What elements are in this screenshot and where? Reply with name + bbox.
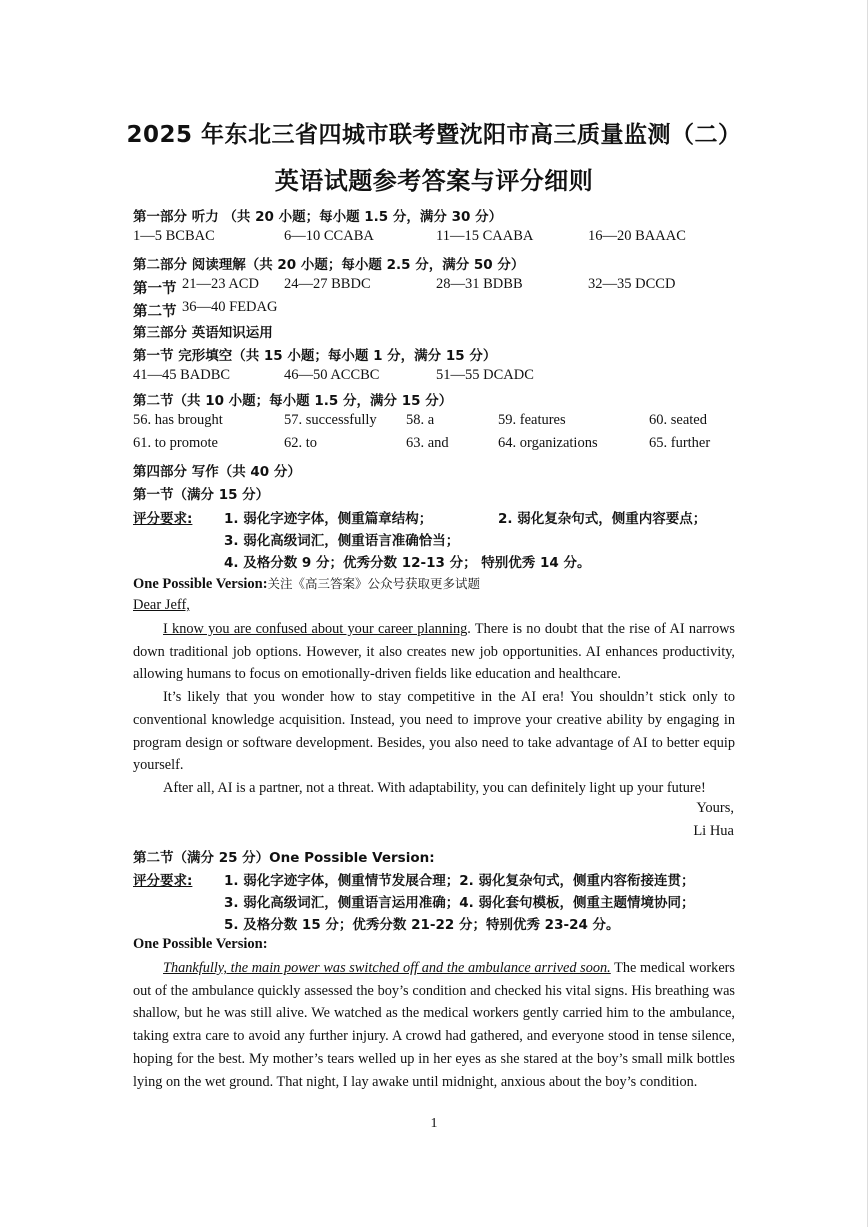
- answer-group: 36—40 FEDAG: [182, 299, 278, 315]
- part2-section1-label: 第一节: [133, 281, 177, 297]
- part4-section2-heading: 第二节（满分 25 分）One Possible Version:: [133, 850, 435, 866]
- letter-signature: Li Hua: [693, 823, 734, 839]
- story-text: The medical workers out of the ambulance quickly assessed the boy’s condition and checked his vital signs. His breathing was shallow, but he was still alive. We watched as the medical workers gently carried him to the ambulance, taking extra care to avoid any further injury. A crowd had gathered, and everyone stood in tense silence, hoping for the best. My mother’s tears welled up in her eyes as she stared at the boy’s small milk bottles lying on the wet ground. That night, I lay awake until midnight, anxious about the boy’s condition.: [133, 960, 735, 1090]
- letter-paragraph: [133, 618, 735, 686]
- answer-item: 58. a: [406, 412, 435, 428]
- scoring-requirement: 1. 弱化字迹字体，侧重篇章结构；: [224, 511, 433, 527]
- part4-heading: 第四部分 写作（共 40 分）: [133, 464, 301, 480]
- answer-group: 41—45 BADBC: [133, 367, 231, 383]
- answer-item: 61. to promote: [133, 435, 218, 451]
- underlined-sentence: Thankfully, the main power was switched off and the ambulance arrived soon.: [163, 960, 611, 976]
- answer-group: 21—23 ACD: [182, 276, 259, 292]
- letter-salutation: Dear Jeff,: [133, 597, 190, 613]
- answer-group: 32—35 DCCD: [588, 276, 676, 292]
- letter-closing: Yours,: [696, 800, 734, 816]
- version-label: One Possible Version:: [133, 576, 268, 592]
- version-line: [133, 574, 480, 593]
- part2-heading: 第二部分 阅读理解（共 20 小题；每小题 2.5 分，满分 50 分）: [133, 257, 525, 273]
- scoring-requirement: 5. 及格分数 15 分；优秀分数 21-22 分；特别优秀 23-24 分。: [224, 917, 620, 933]
- part3-section1-heading: 第一节 完形填空（共 15 小题；每小题 1 分，满分 15 分）: [133, 348, 497, 364]
- scoring-requirement: 3. 弱化高级词汇，侧重语言运用准确；4. 弱化套句模板，侧重主题情境协同；: [224, 895, 695, 911]
- answer-group: 51—55 DCADC: [436, 367, 534, 383]
- scoring-requirement: 4. 及格分数 9 分；优秀分数 12-13 分； 特别优秀 14 分。: [224, 555, 591, 571]
- answer-item: 57. successfully: [284, 412, 377, 428]
- answer-group: 11—15 CAABA: [436, 228, 534, 244]
- answer-group: 28—31 BDBB: [436, 276, 523, 292]
- answer-group: 24—27 BBDC: [284, 276, 371, 292]
- part4-section1-heading: 第一节（满分 15 分）: [133, 487, 270, 503]
- document-title: 2025 年东北三省四城市联考暨沈阳市高三质量监测（二）: [126, 122, 742, 148]
- part3-heading: 第三部分 英语知识运用: [133, 325, 273, 341]
- part3-section2-heading: 第二节（共 10 小题；每小题 1.5 分，满分 15 分）: [133, 393, 453, 409]
- answer-group: 1—5 BCBAC: [133, 228, 215, 244]
- answer-item: 59. features: [498, 412, 566, 428]
- story-paragraph: [133, 957, 735, 1093]
- letter-paragraph: It’s likely that you wonder how to stay competitive in the AI era! You shouldn’t stick only to conventional knowledge acquisition. Instead, you need to improve your creative ability by engaging in program design or software development. Besides, you also need to take advantage of AI to better equip yourself.: [133, 689, 735, 774]
- answer-group: 46—50 ACCBC: [284, 367, 380, 383]
- version2-label: One Possible Version:: [133, 936, 268, 952]
- story-body: [133, 957, 735, 1093]
- answer-group: 16—20 BAAAC: [588, 228, 686, 244]
- page-number: 1: [430, 1116, 438, 1131]
- scoring-requirement: 3. 弱化高级词汇，侧重语言准确恰当；: [224, 533, 460, 549]
- letter-paragraph: After all, AI is a partner, not a threat. With adaptability, you can definitely light up your future!: [163, 779, 706, 796]
- scoring-requirement: 2. 弱化复杂句式，侧重内容要点；: [498, 511, 707, 527]
- answer-item: 64. organizations: [498, 435, 598, 451]
- answer-item: 62. to: [284, 435, 318, 451]
- scoring-requirements-label: 评分要求:: [133, 511, 193, 527]
- answer-item: 60. seated: [649, 412, 707, 428]
- part2-section2-label: 第二节: [133, 304, 177, 320]
- underlined-sentence: I know you are confused about your career planning: [163, 621, 468, 637]
- part1-heading: 第一部分 听力 （共 20 小题；每小题 1.5 分，满分 30 分）: [133, 209, 503, 225]
- document-subtitle: 英语试题参考答案与评分细则: [274, 167, 594, 195]
- letter-text: . There is no doubt that the rise of AI narrows down traditional job options. However, it also creates new job opportunities. AI enhances productivity, allowing humans to focus on emotionally-driven fields like education and healthcare.: [133, 621, 735, 683]
- scoring-requirement: 1. 弱化字迹字体，侧重情节发展合理；2. 弱化复杂句式，侧重内容衔接连贯；: [224, 873, 695, 889]
- answer-group: 6—10 CCABA: [284, 228, 374, 244]
- letter-body: [133, 618, 735, 800]
- answer-item: 63. and: [406, 435, 449, 451]
- answer-item: 56. has brought: [133, 412, 223, 428]
- answer-item: 65. further: [649, 435, 711, 451]
- version-note: 关注《高三答案》公众号获取更多试题: [267, 576, 481, 591]
- scoring-requirements-label: 评分要求:: [133, 873, 193, 889]
